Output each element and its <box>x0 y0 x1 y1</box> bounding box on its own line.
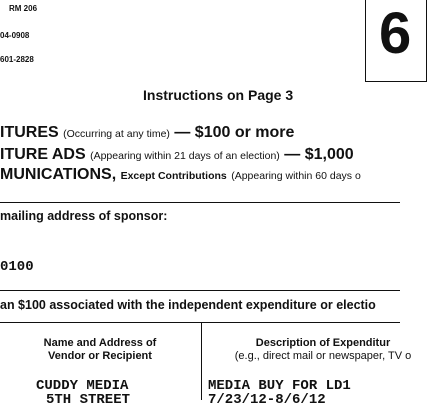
table-col1-header-line1: Name and Address of <box>43 337 157 349</box>
divider-1 <box>0 202 400 203</box>
divider-3 <box>0 322 400 323</box>
header-line-1: RM 206 <box>9 4 38 13</box>
type-row-2-threshold: — $1,000 <box>284 146 354 163</box>
type-row-3-title: MUNICATIONS, <box>0 166 117 183</box>
table-col2-header-line1: Description of Expenditur <box>255 337 391 349</box>
table-row1-vendor-address[interactable]: 5TH STREET <box>46 392 131 408</box>
type-row-2-title: ITURE ADS <box>0 146 86 163</box>
type-row-independent-expenditures <box>0 124 294 142</box>
table-col2-header-line2: (e.g., direct mail or newspaper, TV o <box>234 350 412 362</box>
type-row-3-note: (Appearing within 60 days o <box>231 170 361 182</box>
type-row-3-except: Except Contributions <box>120 170 227 182</box>
form-number-box <box>365 0 427 82</box>
table-col1-header-line2: Vendor or Recipient <box>48 350 152 362</box>
type-row-2-note: (Appearing within 21 days of an election) <box>90 150 280 162</box>
table-row1-dates[interactable]: 7/23/12-8/6/12 <box>208 392 326 408</box>
form-number-fragment: 6 <box>379 1 412 66</box>
expenditure-section-label: an $100 associated with the independent expenditure or electio <box>0 298 376 312</box>
table-row1-description[interactable]: MEDIA BUY FOR LD1 <box>208 378 351 394</box>
sponsor-address-value[interactable]: 0100 <box>0 259 34 275</box>
header-line-2: 04-0908 <box>0 31 30 40</box>
instructions-note: Instructions on Page 3 <box>143 87 294 103</box>
header-line-3: 601-2828 <box>0 55 34 64</box>
type-row-1-title: ITURES <box>0 124 59 141</box>
table-row1-vendor-name[interactable]: CUDDY MEDIA <box>36 378 129 394</box>
table-col1-header <box>0 337 200 363</box>
type-row-1-threshold: — $100 or more <box>174 124 295 141</box>
table-column-divider <box>201 322 202 400</box>
type-row-expenditure-ads <box>0 146 354 164</box>
type-row-communications <box>0 166 361 184</box>
divider-2 <box>0 290 400 291</box>
sponsor-address-label: mailing address of sponsor: <box>0 209 168 223</box>
type-row-1-note: (Occurring at any time) <box>63 128 170 140</box>
table-col2-header <box>203 337 443 363</box>
